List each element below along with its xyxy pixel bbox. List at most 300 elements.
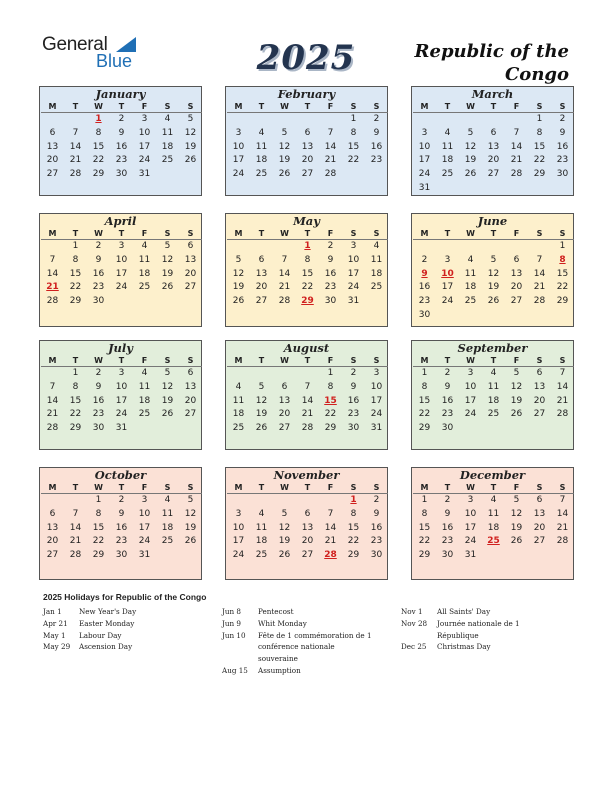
day: 25 <box>138 409 151 420</box>
day-grid <box>226 482 387 563</box>
day: 22 <box>69 282 82 293</box>
day: 22 <box>324 409 337 420</box>
day: 10 <box>232 141 245 152</box>
day: 15 <box>69 395 82 406</box>
day: 22 <box>347 155 360 166</box>
day: 13 <box>46 522 59 533</box>
day: 28 <box>46 296 59 307</box>
holiday-row <box>401 641 555 653</box>
weekday-header: T <box>250 482 273 494</box>
holiday-name: Assumption <box>258 665 301 675</box>
weekday-header: S <box>342 355 365 367</box>
month-name: January <box>95 87 146 101</box>
day: 25 <box>255 550 268 561</box>
day: 19 <box>278 155 291 166</box>
holiday-column-2 <box>222 606 376 677</box>
day: 29 <box>556 296 569 307</box>
day: 18 <box>370 268 383 279</box>
day-grid <box>412 355 573 436</box>
holiday-name: Whit Monday <box>258 618 307 628</box>
empty-day <box>250 367 273 381</box>
day: 4 <box>235 381 242 392</box>
month-name: March <box>471 87 514 101</box>
day: 24 <box>441 296 454 307</box>
day: 5 <box>513 495 520 505</box>
holiday-row <box>43 630 197 642</box>
holiday-day: 1 <box>350 495 357 505</box>
weekday-header: M <box>227 228 250 240</box>
day: 5 <box>164 241 171 251</box>
day: 22 <box>301 282 314 293</box>
day: 27 <box>533 409 546 420</box>
weekday-header: S <box>342 482 365 494</box>
day-grid <box>226 101 387 182</box>
day: 1 <box>327 368 334 378</box>
weekday-header: W <box>273 228 296 240</box>
day: 2 <box>373 114 380 124</box>
empty-day <box>296 113 319 127</box>
empty-day <box>41 113 64 127</box>
day: 9 <box>350 381 357 392</box>
day: 17 <box>138 522 151 533</box>
day: 22 <box>69 409 82 420</box>
day: 16 <box>556 141 569 152</box>
day: 27 <box>278 423 291 434</box>
weekday-header: W <box>87 228 110 240</box>
day: 11 <box>138 381 151 392</box>
month-november <box>225 467 388 580</box>
weekday-header: W <box>273 355 296 367</box>
day: 28 <box>46 423 59 434</box>
month-february <box>225 86 388 196</box>
holiday-name: All Saints' Day <box>437 607 491 616</box>
day: 30 <box>441 550 454 561</box>
holiday-date: Aug 15 <box>222 665 248 675</box>
day: 22 <box>92 536 105 547</box>
day: 17 <box>418 155 431 166</box>
weekday-header: F <box>505 101 528 113</box>
month-name: October <box>94 468 147 482</box>
weekday-header: M <box>227 482 250 494</box>
day: 8 <box>95 508 102 519</box>
day: 30 <box>347 423 360 434</box>
day: 29 <box>69 296 82 307</box>
day: 16 <box>115 522 128 533</box>
day: 16 <box>92 395 105 406</box>
day: 3 <box>444 254 451 265</box>
day: 24 <box>464 409 477 420</box>
day: 29 <box>69 423 82 434</box>
day: 8 <box>421 381 428 392</box>
weekday-header: S <box>528 355 551 367</box>
day: 16 <box>92 268 105 279</box>
weekday-header: S <box>179 355 202 367</box>
day: 20 <box>46 155 59 166</box>
weekday-header: W <box>459 355 482 367</box>
holiday-column-3 <box>401 606 555 653</box>
day: 18 <box>232 409 245 420</box>
day: 6 <box>49 508 56 519</box>
day: 9 <box>95 254 102 265</box>
empty-day <box>436 113 459 127</box>
empty-day <box>273 113 296 127</box>
holiday-row <box>43 606 197 618</box>
day: 10 <box>232 522 245 533</box>
day: 10 <box>347 254 360 265</box>
day: 8 <box>536 127 543 138</box>
day: 17 <box>115 268 128 279</box>
day: 9 <box>95 381 102 392</box>
weekday-header: M <box>413 355 436 367</box>
day: 12 <box>161 254 174 265</box>
weekday-header: W <box>459 482 482 494</box>
month-april <box>39 213 202 327</box>
day: 9 <box>444 508 451 519</box>
day: 2 <box>95 241 102 251</box>
day: 11 <box>441 141 454 152</box>
weekday-header: T <box>296 355 319 367</box>
day: 14 <box>46 395 59 406</box>
day: 29 <box>92 550 105 561</box>
day: 8 <box>72 254 79 265</box>
day: 2 <box>444 495 451 505</box>
holiday-date: Dec 25 <box>401 642 427 652</box>
day: 3 <box>235 508 242 519</box>
day: 20 <box>533 395 546 406</box>
day: 2 <box>421 254 428 265</box>
day: 25 <box>138 282 151 293</box>
day: 30 <box>441 423 454 434</box>
day: 12 <box>232 268 245 279</box>
day: 19 <box>184 141 197 152</box>
day: 26 <box>487 296 500 307</box>
day: 16 <box>347 395 360 406</box>
holiday-date: Jun 8 <box>222 607 241 616</box>
empty-day <box>250 240 273 254</box>
day: 30 <box>92 423 105 434</box>
day: 20 <box>255 282 268 293</box>
day-grid <box>40 101 201 182</box>
day: 10 <box>370 381 383 392</box>
day: 30 <box>324 296 337 307</box>
day: 12 <box>464 141 477 152</box>
day: 20 <box>301 155 314 166</box>
weekday-header: T <box>436 482 459 494</box>
day: 21 <box>324 536 337 547</box>
month-name: February <box>277 87 336 101</box>
weekday-header: S <box>551 482 574 494</box>
day: 13 <box>184 254 197 265</box>
day: 14 <box>278 268 291 279</box>
day: 11 <box>370 254 383 265</box>
day: 29 <box>418 423 431 434</box>
day: 26 <box>255 423 268 434</box>
day: 27 <box>46 550 59 561</box>
holiday-date: May 1 <box>43 630 66 640</box>
day: 22 <box>347 536 360 547</box>
day: 19 <box>487 282 500 293</box>
day: 27 <box>184 282 197 293</box>
weekday-header: T <box>110 355 133 367</box>
day: 23 <box>324 282 337 293</box>
day: 22 <box>533 155 546 166</box>
day: 19 <box>510 522 523 533</box>
day: 11 <box>161 508 174 519</box>
day: 15 <box>92 522 105 533</box>
day: 18 <box>138 268 151 279</box>
weekday-header: T <box>64 228 87 240</box>
day-grid <box>412 228 573 323</box>
day: 6 <box>49 127 56 138</box>
weekday-header: S <box>365 482 388 494</box>
day: 11 <box>255 522 268 533</box>
day: 11 <box>464 268 477 279</box>
day: 14 <box>324 522 337 533</box>
day: 23 <box>418 296 431 307</box>
day: 1 <box>95 495 102 505</box>
day: 11 <box>487 381 500 392</box>
day: 8 <box>304 254 311 265</box>
day: 14 <box>533 268 546 279</box>
day-grid <box>40 228 201 309</box>
day: 18 <box>487 522 500 533</box>
day: 28 <box>510 169 523 180</box>
month-january <box>39 86 202 196</box>
holiday-date: Apr 21 <box>43 618 68 628</box>
day: 26 <box>161 409 174 420</box>
day: 20 <box>46 536 59 547</box>
weekday-header: S <box>551 101 574 113</box>
empty-day <box>64 494 87 508</box>
month-december <box>411 467 574 580</box>
month-march <box>411 86 574 196</box>
holiday-day: 8 <box>559 254 566 265</box>
day: 16 <box>441 395 454 406</box>
day: 17 <box>347 268 360 279</box>
weekday-header: M <box>41 228 64 240</box>
day: 8 <box>327 381 334 392</box>
day: 3 <box>235 127 242 138</box>
day: 26 <box>232 296 245 307</box>
day: 27 <box>510 296 523 307</box>
weekday-header: F <box>133 101 156 113</box>
weekday-header: M <box>41 101 64 113</box>
day: 15 <box>533 141 546 152</box>
day: 1 <box>421 368 428 378</box>
day: 4 <box>467 254 474 265</box>
day: 31 <box>115 423 128 434</box>
month-name: August <box>283 341 330 355</box>
day: 21 <box>556 395 569 406</box>
empty-day <box>459 240 482 254</box>
empty-day <box>482 240 505 254</box>
weekday-header: M <box>41 355 64 367</box>
day: 25 <box>161 536 174 547</box>
day: 15 <box>69 268 82 279</box>
day: 9 <box>118 127 125 138</box>
day: 4 <box>164 114 171 124</box>
day: 14 <box>510 141 523 152</box>
day: 19 <box>161 395 174 406</box>
day: 9 <box>373 127 380 138</box>
weekday-header: S <box>365 101 388 113</box>
empty-day <box>227 494 250 508</box>
weekday-header: S <box>156 101 179 113</box>
weekday-header: S <box>179 228 202 240</box>
weekday-header: S <box>342 228 365 240</box>
day: 13 <box>533 381 546 392</box>
weekday-header: S <box>551 355 574 367</box>
day: 12 <box>278 522 291 533</box>
day: 21 <box>324 155 337 166</box>
day: 13 <box>510 268 523 279</box>
month-june <box>411 213 574 327</box>
empty-day <box>250 113 273 127</box>
weekday-header: M <box>413 228 436 240</box>
day: 24 <box>232 169 245 180</box>
day: 13 <box>255 268 268 279</box>
day: 6 <box>536 495 543 505</box>
day: 7 <box>536 254 543 265</box>
day: 4 <box>258 127 265 138</box>
weekday-header: W <box>87 101 110 113</box>
day: 20 <box>510 282 523 293</box>
day: 10 <box>464 381 477 392</box>
month-july <box>39 340 202 450</box>
day-grid <box>226 355 387 436</box>
day: 21 <box>556 522 569 533</box>
day: 23 <box>92 409 105 420</box>
empty-day <box>319 113 342 127</box>
day-grid <box>412 482 573 563</box>
day: 13 <box>301 522 314 533</box>
day: 1 <box>72 368 79 378</box>
day: 13 <box>533 508 546 519</box>
day: 12 <box>510 508 523 519</box>
weekday-header: T <box>482 482 505 494</box>
month-may <box>225 213 388 327</box>
day: 17 <box>464 522 477 533</box>
day: 27 <box>301 550 314 561</box>
day: 4 <box>258 508 265 519</box>
holiday-day: 1 <box>304 241 311 251</box>
day: 19 <box>161 268 174 279</box>
empty-day <box>227 240 250 254</box>
logo-text-general: General <box>42 34 108 55</box>
day: 21 <box>69 536 82 547</box>
day: 28 <box>324 169 337 180</box>
day: 5 <box>164 368 171 378</box>
weekday-header: W <box>273 482 296 494</box>
weekday-header: F <box>133 355 156 367</box>
day: 24 <box>464 536 477 547</box>
day: 23 <box>115 536 128 547</box>
weekday-header: T <box>482 228 505 240</box>
day-grid <box>226 228 387 309</box>
day: 25 <box>464 296 477 307</box>
day: 14 <box>69 522 82 533</box>
holiday-date: Jun 9 <box>222 618 241 628</box>
day: 22 <box>556 282 569 293</box>
day: 7 <box>72 127 79 138</box>
day: 12 <box>278 141 291 152</box>
weekday-header: S <box>365 228 388 240</box>
day: 29 <box>347 550 360 561</box>
day: 6 <box>536 368 543 378</box>
day: 24 <box>232 550 245 561</box>
day: 17 <box>232 155 245 166</box>
day: 7 <box>281 254 288 265</box>
day: 5 <box>258 381 265 392</box>
weekday-header: T <box>110 101 133 113</box>
day: 15 <box>347 522 360 533</box>
weekday-header: T <box>482 101 505 113</box>
day: 7 <box>559 495 566 505</box>
day: 9 <box>444 381 451 392</box>
empty-day <box>413 113 436 127</box>
holiday-name: Ascension Day <box>79 642 133 652</box>
day: 10 <box>115 254 128 265</box>
day: 24 <box>138 155 151 166</box>
day: 3 <box>467 495 474 505</box>
day: 9 <box>373 508 380 519</box>
holiday-date: May 29 <box>43 642 71 652</box>
country-line-1: Republic of the <box>414 41 569 62</box>
weekday-header: F <box>319 228 342 240</box>
day: 2 <box>95 368 102 378</box>
day: 13 <box>278 395 291 406</box>
day: 17 <box>370 395 383 406</box>
weekday-header: W <box>459 101 482 113</box>
empty-day <box>528 240 551 254</box>
day: 23 <box>441 409 454 420</box>
logo-text-blue: Blue <box>96 51 133 71</box>
day: 26 <box>184 536 197 547</box>
day: 17 <box>115 395 128 406</box>
day: 5 <box>235 254 242 265</box>
day: 10 <box>138 127 151 138</box>
day: 6 <box>187 368 194 378</box>
day: 2 <box>559 114 566 124</box>
weekday-header: F <box>505 228 528 240</box>
day: 1 <box>350 114 357 124</box>
day: 26 <box>278 169 291 180</box>
weekday-header: T <box>110 482 133 494</box>
holiday-day: 21 <box>46 282 59 293</box>
day: 4 <box>141 241 148 251</box>
holiday-name: Labour Day <box>79 630 122 640</box>
weekday-header: W <box>87 482 110 494</box>
weekday-header: T <box>436 355 459 367</box>
day: 2 <box>118 114 125 124</box>
empty-day <box>413 240 436 254</box>
weekday-header: T <box>482 355 505 367</box>
holiday-date: Nov 28 <box>401 618 428 628</box>
day: 26 <box>510 409 523 420</box>
day: 9 <box>118 508 125 519</box>
empty-day <box>482 113 505 127</box>
day: 3 <box>141 495 148 505</box>
day: 16 <box>370 522 383 533</box>
weekday-header: S <box>179 101 202 113</box>
weekday-header: T <box>110 228 133 240</box>
day: 31 <box>370 423 383 434</box>
day: 24 <box>370 409 383 420</box>
day: 5 <box>513 368 520 378</box>
day: 12 <box>184 127 197 138</box>
weekday-header: T <box>436 228 459 240</box>
day: 16 <box>441 522 454 533</box>
